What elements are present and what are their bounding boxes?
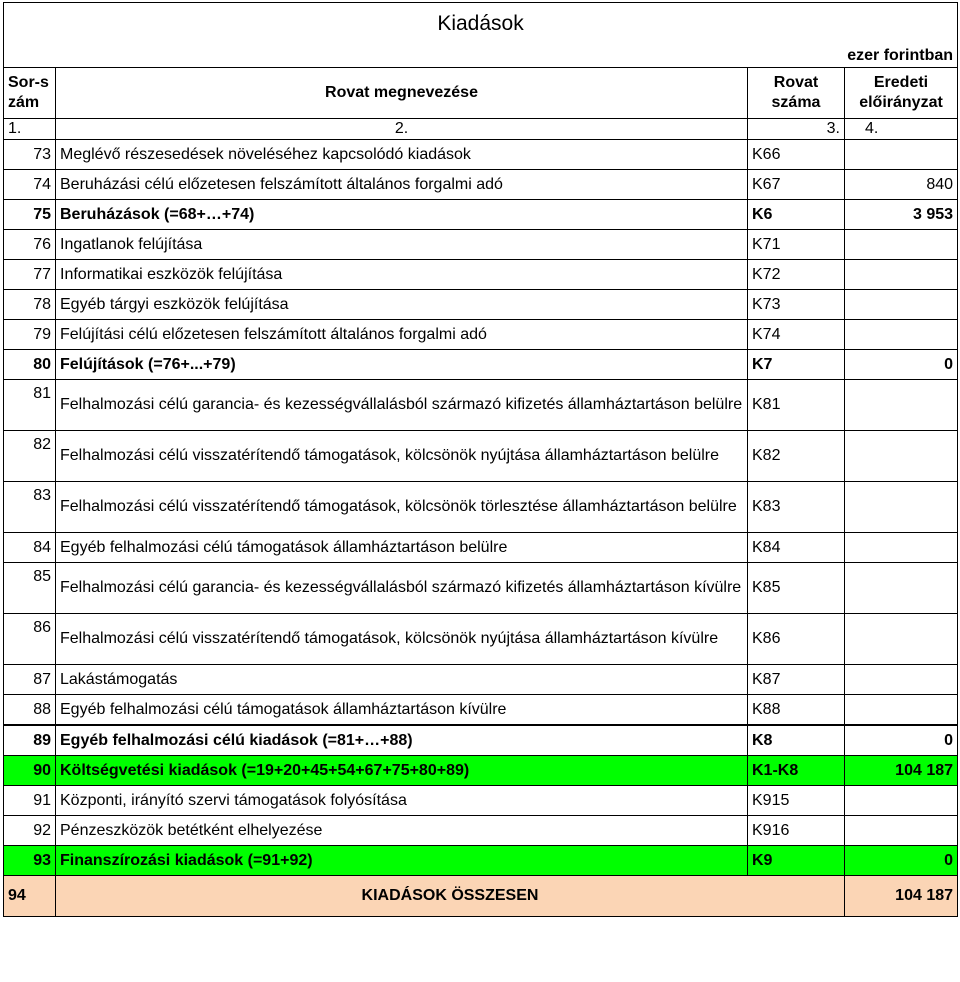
row-value bbox=[845, 320, 958, 350]
row-code: K915 bbox=[748, 786, 845, 816]
table-row bbox=[4, 816, 958, 846]
expenditure-table bbox=[3, 2, 958, 917]
table-row bbox=[4, 260, 958, 290]
row-name: Egyéb tárgyi eszközök felújítása bbox=[56, 290, 748, 320]
table-row bbox=[4, 563, 958, 614]
table-row bbox=[4, 482, 958, 533]
row-number: 88 bbox=[4, 695, 56, 726]
row-number: 93 bbox=[4, 846, 56, 876]
row-name: Felhalmozási célú visszatérítendő támogatások, kölcsönök törlesztése államháztartáson belülre bbox=[56, 482, 748, 533]
row-name: Felhalmozási célú visszatérítendő támogatások, kölcsönök nyújtása államháztartáson kívülre bbox=[56, 614, 748, 665]
row-code: K1-K8 bbox=[748, 756, 845, 786]
row-value bbox=[845, 431, 958, 482]
table-row bbox=[4, 614, 958, 665]
row-number: 91 bbox=[4, 786, 56, 816]
row-name: Beruházási célú előzetesen felszámított általános forgalmi adó bbox=[56, 170, 748, 200]
total-number: 94 bbox=[4, 876, 56, 917]
table-row bbox=[4, 725, 958, 756]
row-value bbox=[845, 786, 958, 816]
row-code: K85 bbox=[748, 563, 845, 614]
row-value bbox=[845, 816, 958, 846]
row-value: 3 953 bbox=[845, 200, 958, 230]
table-row bbox=[4, 846, 958, 876]
table-row bbox=[4, 431, 958, 482]
row-name: Központi, irányító szervi támogatások folyósítása bbox=[56, 786, 748, 816]
row-value: 840 bbox=[845, 170, 958, 200]
row-number: 81 bbox=[4, 380, 56, 431]
colnum-2: 2. bbox=[56, 119, 748, 140]
row-code: K9 bbox=[748, 846, 845, 876]
colnum-4: 4. bbox=[845, 119, 958, 140]
header-megnevezes: Rovat megnevezése bbox=[56, 68, 748, 119]
header-row bbox=[4, 68, 958, 119]
row-code: K86 bbox=[748, 614, 845, 665]
table-row bbox=[4, 200, 958, 230]
row-code: K74 bbox=[748, 320, 845, 350]
row-number: 80 bbox=[4, 350, 56, 380]
row-value bbox=[845, 614, 958, 665]
row-name: Egyéb felhalmozási célú támogatások államháztartáson kívülre bbox=[56, 695, 748, 726]
row-name: Felhalmozási célú visszatérítendő támogatások, kölcsönök nyújtása államháztartáson belülre bbox=[56, 431, 748, 482]
header-eloiranyzat: Eredeti előirányzat bbox=[845, 68, 958, 119]
row-number: 87 bbox=[4, 665, 56, 695]
table-row bbox=[4, 380, 958, 431]
colnum-3: 3. bbox=[748, 119, 845, 140]
row-number: 84 bbox=[4, 533, 56, 563]
row-code: K84 bbox=[748, 533, 845, 563]
row-name: Lakástámogatás bbox=[56, 665, 748, 695]
row-value bbox=[845, 140, 958, 170]
table-row bbox=[4, 350, 958, 380]
row-name: Felújítások (=76+...+79) bbox=[56, 350, 748, 380]
total-name: KIADÁSOK ÖSSZESEN bbox=[56, 876, 845, 917]
row-code: K7 bbox=[748, 350, 845, 380]
row-number: 74 bbox=[4, 170, 56, 200]
total-value: 104 187 bbox=[845, 876, 958, 917]
row-name: Meglévő részesedések növeléséhez kapcsolódó kiadások bbox=[56, 140, 748, 170]
row-number: 92 bbox=[4, 816, 56, 846]
row-number: 90 bbox=[4, 756, 56, 786]
row-name: Beruházások (=68+…+74) bbox=[56, 200, 748, 230]
row-number: 83 bbox=[4, 482, 56, 533]
row-number: 77 bbox=[4, 260, 56, 290]
table-row bbox=[4, 786, 958, 816]
row-value bbox=[845, 230, 958, 260]
total-row bbox=[4, 876, 958, 917]
row-value bbox=[845, 482, 958, 533]
row-code: K83 bbox=[748, 482, 845, 533]
row-value bbox=[845, 260, 958, 290]
row-value bbox=[845, 563, 958, 614]
row-value bbox=[845, 665, 958, 695]
table-row bbox=[4, 320, 958, 350]
row-number: 85 bbox=[4, 563, 56, 614]
title-row bbox=[4, 3, 958, 46]
row-name: Felhalmozási célú garancia- és kezességvállalásból származó kifizetés államháztartáson belülre bbox=[56, 380, 748, 431]
row-value: 0 bbox=[845, 350, 958, 380]
row-code: K87 bbox=[748, 665, 845, 695]
row-name: Egyéb felhalmozási célú támogatások államháztartáson belülre bbox=[56, 533, 748, 563]
row-name: Finanszírozási kiadások (=91+92) bbox=[56, 846, 748, 876]
row-value bbox=[845, 695, 958, 726]
table-row bbox=[4, 140, 958, 170]
row-value: 0 bbox=[845, 846, 958, 876]
row-number: 76 bbox=[4, 230, 56, 260]
row-code: K72 bbox=[748, 260, 845, 290]
row-number: 79 bbox=[4, 320, 56, 350]
unit-row bbox=[4, 45, 958, 68]
row-name: Költségvetési kiadások (=19+20+45+54+67+75+80+89) bbox=[56, 756, 748, 786]
row-code: K67 bbox=[748, 170, 845, 200]
table-row bbox=[4, 665, 958, 695]
row-name: Felhalmozási célú garancia- és kezességvállalásból származó kifizetés államháztartáson kívülre bbox=[56, 563, 748, 614]
table-row bbox=[4, 230, 958, 260]
row-name: Ingatlanok felújítása bbox=[56, 230, 748, 260]
table-row bbox=[4, 533, 958, 563]
row-value: 104 187 bbox=[845, 756, 958, 786]
table-row bbox=[4, 756, 958, 786]
row-value bbox=[845, 380, 958, 431]
row-code: K82 bbox=[748, 431, 845, 482]
row-number: 73 bbox=[4, 140, 56, 170]
row-code: K71 bbox=[748, 230, 845, 260]
unit-label: ezer forintban bbox=[4, 45, 958, 68]
row-number: 78 bbox=[4, 290, 56, 320]
row-name: Felújítási célú előzetesen felszámított általános forgalmi adó bbox=[56, 320, 748, 350]
row-number: 86 bbox=[4, 614, 56, 665]
colnum-1: 1. bbox=[4, 119, 56, 140]
header-rovatszam: Rovat száma bbox=[748, 68, 845, 119]
row-code: K8 bbox=[748, 725, 845, 756]
row-name: Informatikai eszközök felújítása bbox=[56, 260, 748, 290]
page-title: Kiadások bbox=[4, 3, 958, 46]
table-row bbox=[4, 290, 958, 320]
row-code: K81 bbox=[748, 380, 845, 431]
row-number: 89 bbox=[4, 725, 56, 756]
row-code: K916 bbox=[748, 816, 845, 846]
table-row bbox=[4, 170, 958, 200]
row-name: Pénzeszközök betétként elhelyezése bbox=[56, 816, 748, 846]
header-sorszam: Sor-szám bbox=[4, 68, 56, 119]
row-number: 75 bbox=[4, 200, 56, 230]
row-number: 82 bbox=[4, 431, 56, 482]
row-code: K66 bbox=[748, 140, 845, 170]
row-value: 0 bbox=[845, 725, 958, 756]
row-code: K88 bbox=[748, 695, 845, 726]
row-code: K6 bbox=[748, 200, 845, 230]
row-value bbox=[845, 290, 958, 320]
row-code: K73 bbox=[748, 290, 845, 320]
colnum-row bbox=[4, 119, 958, 140]
table-row bbox=[4, 695, 958, 726]
row-value bbox=[845, 533, 958, 563]
row-name: Egyéb felhalmozási célú kiadások (=81+…+88) bbox=[56, 725, 748, 756]
